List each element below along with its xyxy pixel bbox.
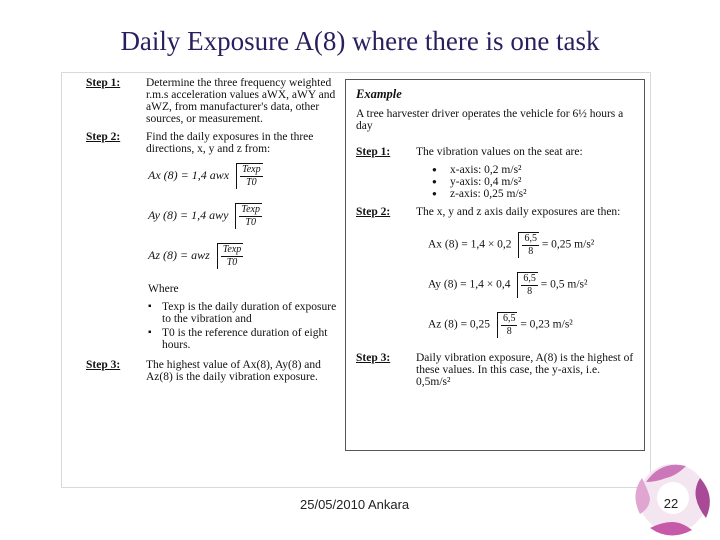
example-step-3-label: Step 3: (356, 352, 391, 364)
step-2 (86, 131, 348, 155)
calc-x (428, 232, 636, 258)
sqrt-sign (235, 203, 262, 229)
document-image (61, 72, 651, 488)
formula-x (148, 163, 348, 189)
formula-z-lhs: Az (8) = awz (148, 247, 210, 262)
formula-z-num: Texp (222, 244, 242, 255)
example-step-2-label: Step 2: (356, 206, 391, 218)
definition-t0: ▪ T0 is the reference duration of eight hours. (148, 327, 348, 351)
formula-y (148, 203, 348, 229)
formula-x-lhs: Ax (8) = 1,4 awx (148, 167, 230, 182)
page-number: 22 (663, 496, 679, 511)
step-1 (86, 77, 348, 125)
step-2-label: Step 2: (86, 131, 121, 143)
example-step-2 (356, 206, 636, 218)
formula-x-den: T0 (246, 177, 257, 188)
where-label: Where (148, 283, 179, 295)
footer-date: 25/05/2010 Ankara (300, 497, 410, 512)
calc-z-rhs: = 0,23 m/s² (520, 318, 573, 331)
example-title: Example (356, 87, 402, 101)
step-1-label: Step 1: (86, 77, 121, 89)
definitions-list (148, 301, 348, 351)
calc-x-rhs: = 0,25 m/s² (541, 238, 595, 251)
calc-z-lhs: Az (8) = 0,25 (428, 318, 491, 331)
axis-value-y: ● y-axis: 0,4 m/s² (432, 176, 636, 188)
axis-value-z: ● z-axis: 0,25 m/s² (432, 188, 636, 200)
slide-title: Daily Exposure A(8) where there is one task (120, 26, 600, 56)
calc-y-rhs: = 0,5 m/s² (540, 278, 588, 291)
formula-x-num: Texp (242, 164, 261, 175)
formula-y-lhs: Ay (8) = 1,4 awy (148, 207, 229, 222)
step-3-text: The highest value of Ax(8), Ay(8) and Az(8) is the daily vibration exposure. (146, 359, 321, 383)
example-step-2-text: The x, y and z axis daily exposures are then: (416, 206, 621, 218)
calc-z-den: 8 (506, 326, 512, 337)
calc-z-num: 6,5 (502, 313, 516, 324)
calc-y-num: 6,5 (523, 273, 536, 284)
formula-z (148, 243, 348, 269)
axis-value-x: ● x-axis: 0,2 m/s² (432, 164, 636, 176)
calc-y-den: 8 (527, 286, 533, 297)
sqrt-sign (217, 243, 244, 269)
sqrt-sign (497, 312, 518, 338)
sqrt-sign (517, 272, 538, 298)
example-step-1 (356, 146, 636, 158)
example-step-3-text: Daily vibration exposure, A(8) is the highest of these values. In this case, the y-axis, i.e. 0,5m/s² (416, 352, 634, 388)
calc-x-den: 8 (528, 246, 534, 257)
example-step-1-text: The vibration values on the seat are: (416, 146, 583, 158)
step-1-text: Determine the three frequency weighted r.m.s acceleration values aWX, aWY and aWZ, from manufacturer's data, other sources, or measurement. (146, 77, 336, 125)
sqrt-sign (236, 163, 263, 189)
step-2-text: Find the daily exposures in the three directions, x, y and z from: (146, 131, 314, 155)
definition-texp: ▪ Texp is the daily duration of exposure to the vibration and (148, 301, 348, 325)
step-3-label: Step 3: (86, 359, 121, 371)
example-box (345, 79, 645, 451)
formula-z-den: T0 (226, 257, 238, 268)
formula-y-num: Texp (241, 204, 260, 215)
procedure-column (86, 77, 348, 389)
calc-y-lhs: Ay (8) = 1,4 × 0,4 (428, 278, 511, 291)
formula-y-den: T0 (245, 217, 256, 228)
calc-z (428, 312, 636, 338)
calc-y (428, 272, 636, 298)
example-intro: A tree harvester driver operates the vehicle for 6½ hours a day (356, 108, 624, 132)
axis-values-list (432, 164, 636, 200)
calc-x-num: 6,5 (524, 233, 537, 244)
step-3 (86, 359, 348, 383)
sqrt-sign (518, 232, 539, 258)
calc-x-lhs: Ax (8) = 1,4 × 0,2 (428, 238, 512, 251)
example-step-3 (356, 352, 636, 388)
example-step-1-label: Step 1: (356, 146, 391, 158)
